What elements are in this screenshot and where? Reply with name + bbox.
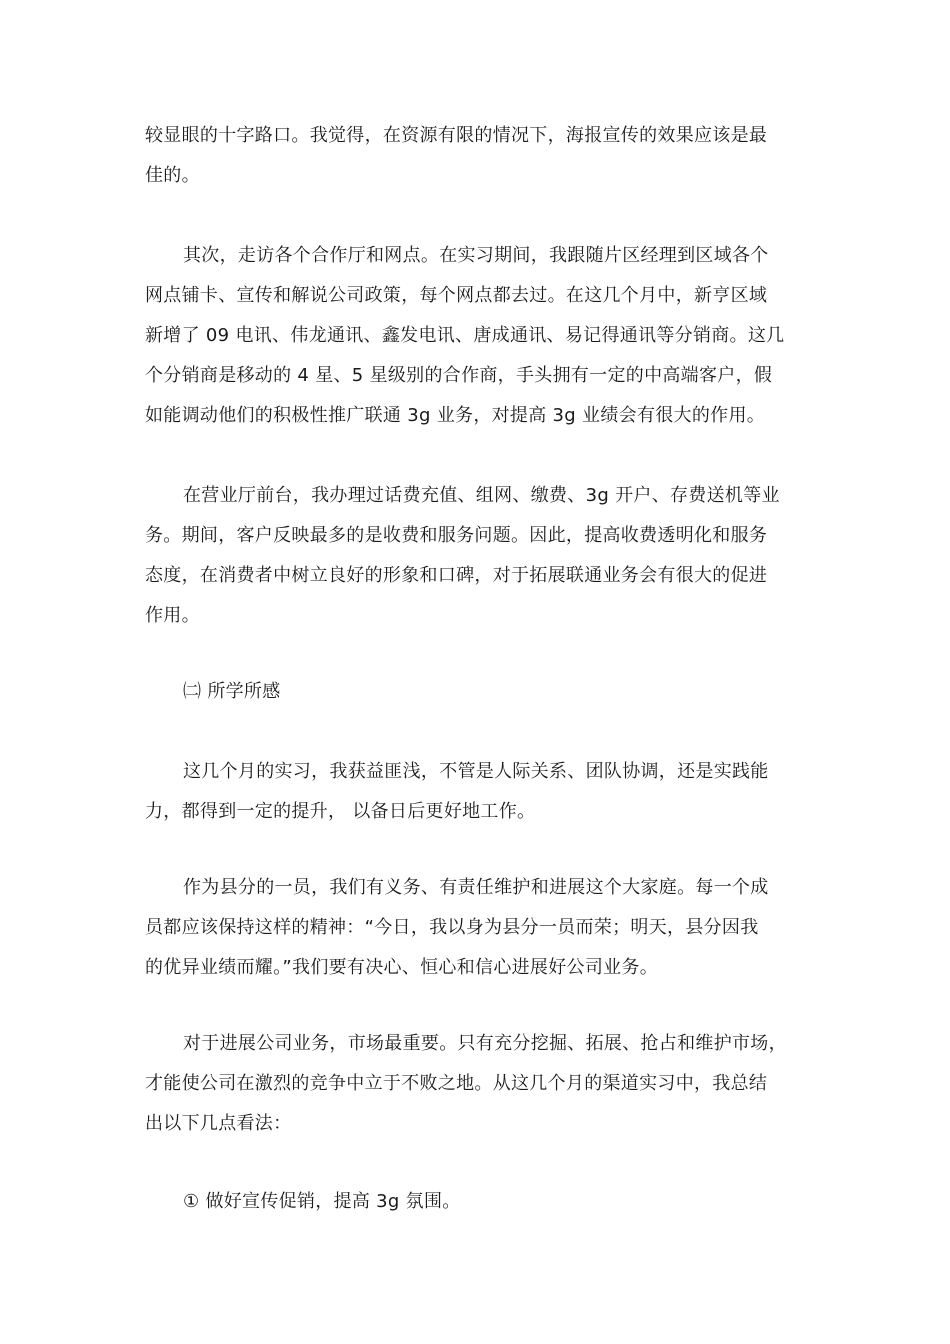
paragraph-poster-conclusion <box>145 116 813 196</box>
text-line: 如能调动他们的积极性推广联通 3g 业务，对提高 3g 业绩会有很大的作用。 <box>145 405 766 426</box>
text-line: 力，都得到一定的提升， 以备日后更好地工作。 <box>145 801 536 822</box>
text-line: 较显眼的十字路口。我觉得，在资源有限的情况下，海报宣传的效果应该是最 <box>145 125 768 146</box>
list-item-promotion <box>145 1182 813 1222</box>
paragraph-visit-outlets <box>145 236 813 436</box>
text-line: 对于进展公司业务，市场最重要。只有充分挖掘、拓展、抢占和维护市场， <box>183 1033 787 1054</box>
text-line: 务。期间，客户反映最多的是收费和服务问题。因此，提高收费透明化和服务 <box>145 525 768 546</box>
text-line: 在营业厅前台，我办理过话费充值、组网、缴费、3g 开户、存费送机等业 <box>183 485 780 506</box>
text-line: 的优异业绩而耀。”我们要有决心、恒心和信心进展好公司业务。 <box>145 957 659 978</box>
text-line: 这几个月的实习，我获益匪浅，不管是人际关系、团队协调，还是实践能 <box>183 761 769 782</box>
paragraph-market <box>145 1024 813 1144</box>
text-line: 员都应该保持这样的精神：“今日，我以身为县分一员而荣；明天，县分因我 <box>145 917 759 938</box>
text-line: 出以下几点看法： <box>145 1113 292 1134</box>
text-line: 个分销商是移动的 4 星、5 星级别的合作商，手头拥有一定的中高端客户，假 <box>145 365 773 386</box>
paragraph-front-desk <box>145 476 813 636</box>
text-line: 作用。 <box>145 605 200 626</box>
text-line: 网点铺卡、宣传和解说公司政策，每个网点都去过。在这几个月中，新亨区域 <box>145 285 768 306</box>
text-line: 态度，在消费者中树立良好的形象和口碑，对于拓展联通业务会有很大的促进 <box>145 565 768 586</box>
text-line: 才能使公司在激烈的竞争中立于不败之地。从这几个月的渠道实习中，我总结 <box>145 1073 768 1094</box>
text-line: ㈡ 所学所感 <box>183 681 281 702</box>
text-line: 其次，走访各个合作厅和网点。在实习期间，我跟随片区经理到区域各个 <box>183 245 769 266</box>
section-heading-learnings <box>145 672 813 712</box>
text-line: 佳的。 <box>145 165 200 186</box>
paragraph-team-spirit <box>145 868 813 988</box>
paragraph-gains <box>145 752 813 832</box>
text-line: 作为县分的一员，我们有义务、有责任维护和进展这个大家庭。每一个成 <box>183 877 769 898</box>
text-line: 新增了 09 电讯、伟龙通讯、鑫发电讯、唐成通讯、易记得通讯等分销商。这几 <box>145 325 785 346</box>
text-line: ① 做好宣传促销，提高 3g 氛围。 <box>183 1191 461 1212</box>
